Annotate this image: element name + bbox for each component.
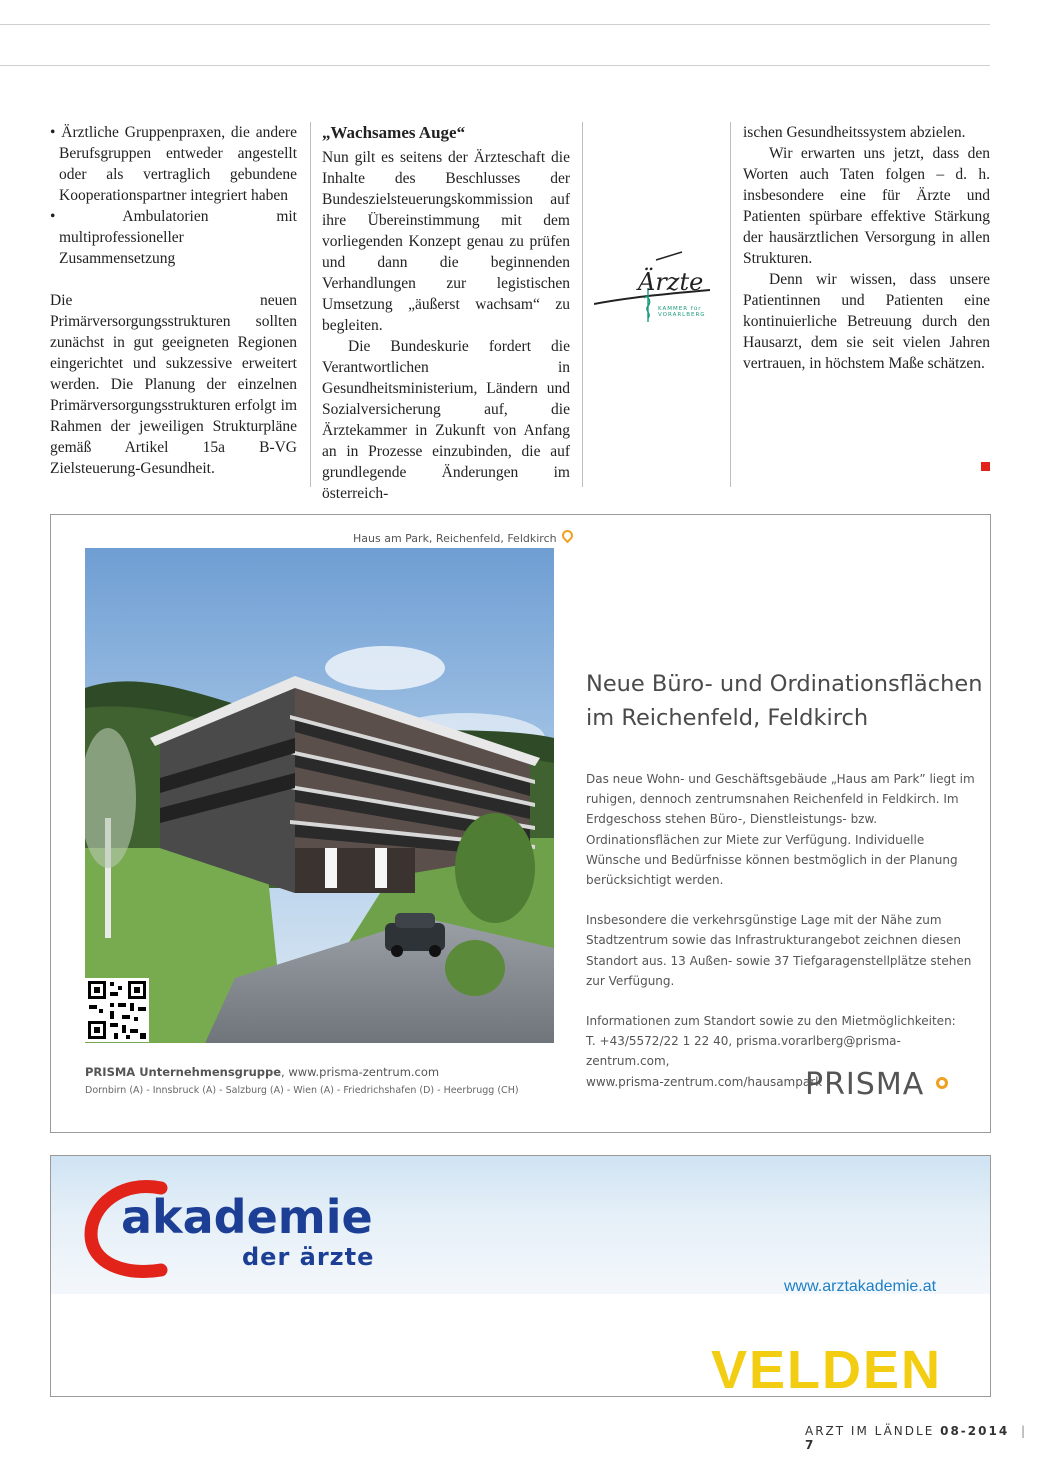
company-line <box>85 1065 439 1079</box>
map-pin-icon <box>559 528 575 544</box>
headline-line-2: im Reichenfeld, Feldkirch <box>586 705 869 731</box>
page-footer <box>805 1424 1039 1452</box>
top-rule-2 <box>0 65 990 66</box>
building-rendering <box>85 548 554 1043</box>
article-paragraph: Nun gilt es seitens der Ärzteschaft die Inhalte des Beschlusses der Bundeszielsteuerungskommission auf ihre Übereinstimmung mit dem vorliegenden Konzept genau zu prüfen und dann die beginnenden Verhandlungen zur legistischen Umsetzung „äußerst wachsam“ zu begleiten. <box>322 149 570 334</box>
velden-text: VELDEN <box>711 1340 943 1397</box>
article-column-1 <box>50 122 297 479</box>
end-of-article-marker <box>981 462 990 471</box>
article-paragraph: ischen Gesundheitssystem abzielen. <box>743 124 966 141</box>
ad-paragraph: Das neue Wohn- und Geschäftsgebäude „Haus am Park” liegt im ruhigen, dennoch zentrumsnahen Reichenfeld in Feldkirch. Im Erdgeschoss stehen Büro-, Dienstleistungs- bzw. Ordinationsflächen zur Miete zur Verfügung. Individuelle Wünsche und Bedürfnisse können bestmöglich in der Planung berücksichtigt werden. <box>586 772 975 888</box>
article-paragraph: Die Bundeskurie fordert die Verantwortlichen in Gesundheitsministerium, Ländern und Sozialversicherung auf, die Ärztekammer in Zukunft von Anfang an in Prozesse einzubinden, die auf grundlegende Änderungen im österreich- <box>322 338 570 502</box>
footer-separator: | <box>1021 1424 1028 1438</box>
article-paragraph: Die neuen Primärversorgungsstrukturen sollten zunächst in gut geeigneten Regionen eingerichtet und sukzessive erweitert werden. Die Planung der einzelnen Primärversorgungsstrukturen erfolgt im Rahmen der jeweiligen Strukturpläne gemäß Artikel 15a B-VG Zielsteuerung-Gesundheit. <box>50 292 297 477</box>
akademie-logo-word: akademie <box>121 1190 373 1244</box>
prisma-logo-text: PRISMA <box>805 1067 925 1102</box>
qr-code[interactable] <box>85 978 149 1042</box>
ad-paragraph: Insbesondere die verkehrsgünstige Lage mit der Nähe zum Stadtzentrum sowie das Infrastrukturangebot zeichnen diesen Standort aus. 13 Außen- sowie 37 Tiefgaragenstellplätze stehen zur Verfügung. <box>586 913 972 988</box>
akademie-url[interactable]: www.arztakademie.at <box>784 1278 937 1295</box>
magazine-title: ARZT IM LÄNDLE <box>805 1424 935 1438</box>
aerztekammer-logo <box>594 248 720 328</box>
qr-code-icon <box>85 978 149 1042</box>
contact-url: www.prisma-zentrum.com/hausampark <box>586 1074 823 1089</box>
bullet-item: • Ambulatorien mit multiprofessioneller Zusammensetzung <box>50 208 297 267</box>
contact-intro: Informationen zum Standort sowie zu den Mietmöglichkeiten: <box>586 1014 956 1029</box>
company-name: PRISMA Unternehmensgruppe <box>85 1065 282 1079</box>
ad-headline <box>586 667 986 735</box>
company-url: , www.prisma-zentrum.com <box>281 1065 440 1079</box>
logo-subtitle: KAMMER für VORARLBERG <box>658 306 706 318</box>
akademie-advertisement <box>50 1155 991 1397</box>
prisma-advertisement <box>50 514 991 1133</box>
location-caption <box>353 530 573 545</box>
top-rule-1 <box>0 24 990 25</box>
article-paragraph: Wir erwarten uns jetzt, dass den Worten auch Taten folgen – d. h. insbesondere eine für Ärzte und Patienten spürbare effektive Stärkung der hausärztlichen Versorgung in allen Strukturen. <box>743 145 990 267</box>
bullet-item: • Ärztliche Gruppenpraxen, die andere Berufsgruppen entweder angestellt oder als vertraglich gebundene Kooperationspartner integriert haben <box>50 124 297 204</box>
article-column-3 <box>743 122 990 374</box>
logo-word: Ärzte <box>638 268 704 296</box>
akademie-logo-subword: der ärzte <box>242 1243 375 1271</box>
column-divider <box>582 122 583 487</box>
location-text: Haus am Park, Reichenfeld, Feldkirch <box>353 532 557 545</box>
column-divider <box>730 122 731 487</box>
issue-number: 08-2014 <box>940 1424 1010 1438</box>
ad-body <box>586 769 978 1092</box>
section-heading: „Wachsames Auge“ <box>322 123 466 142</box>
article-column-2 <box>322 122 570 504</box>
prisma-logo-icon <box>936 1077 948 1089</box>
company-locations: Dornbirn (A) - Innsbruck (A) - Salzburg (A) - Wien (A) - Friedrichshafen (D) - Heerbrugg (CH) <box>85 1085 519 1096</box>
building-illustration <box>85 548 554 1043</box>
article-paragraph: Denn wir wissen, dass unsere Patientinnen und Patienten eine kontinuierliche Betreuung durch den Hausarzt, dem sie seit vielen Jahren vertrauen, in höchstem Maße schätzen. <box>743 271 990 372</box>
headline-line-1: Neue Büro- und Ordinationsflächen <box>586 671 983 697</box>
column-divider <box>310 122 311 487</box>
page-number: 7 <box>805 1438 816 1452</box>
contact-phone-email: T. +43/5572/22 1 22 40, prisma.vorarlberg@prisma-zentrum.com, <box>586 1034 901 1069</box>
